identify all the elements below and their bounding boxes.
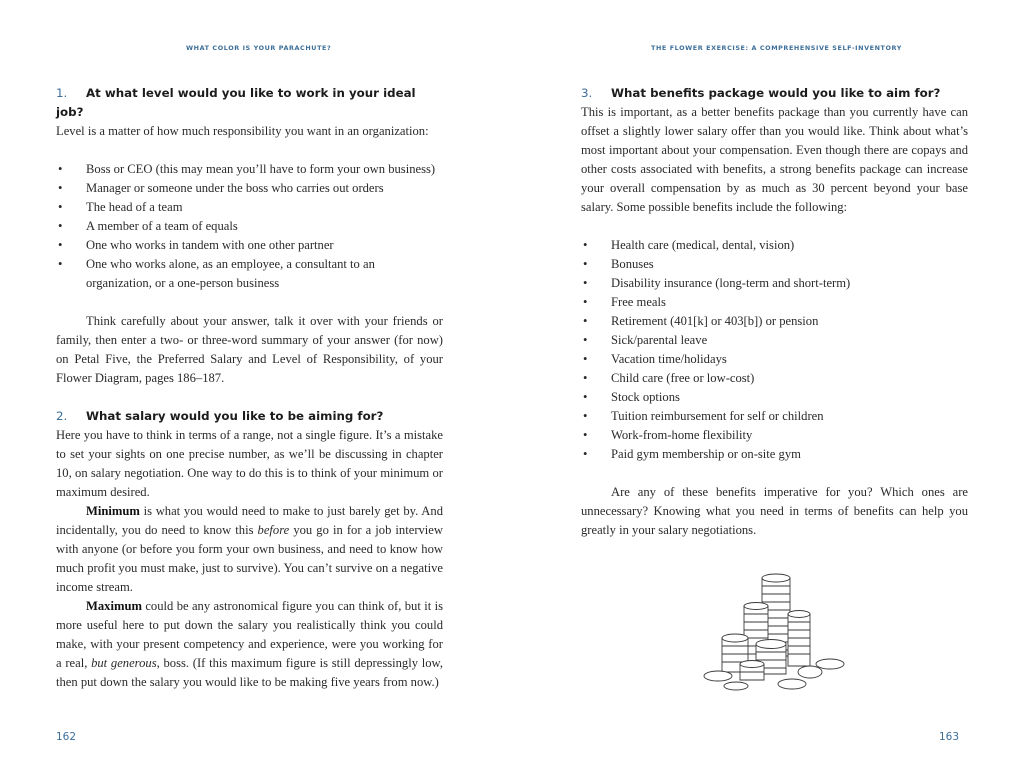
- list-item: • Sick/parental leave: [581, 331, 968, 350]
- list-item: • Manager or someone under the boss who carries out orders: [56, 179, 443, 198]
- list-item: • Bonuses: [581, 255, 968, 274]
- bullet-icon: •: [583, 428, 588, 442]
- list-item: • One who works alone, as an employee, a consultant to an organization, or a one-person business: [58, 257, 375, 290]
- bullet-icon: •: [583, 257, 588, 271]
- bullet-icon: •: [583, 447, 588, 461]
- emphasis: before: [257, 523, 290, 537]
- list-item: • Disability insurance (long-term and short-term): [581, 274, 968, 293]
- bullet-icon: •: [583, 333, 588, 347]
- list-item: • The head of a team: [56, 198, 443, 217]
- list-item: • Vacation time/holidays: [581, 350, 968, 369]
- question-3-heading: [581, 84, 968, 103]
- list-item: • Work-from-home flexibility: [581, 426, 968, 445]
- loose-coin: [798, 666, 822, 678]
- maximum-paragraph: Maximum could be any astronomical figure you can think of, but it is more useful here to put down the salary you realistically think you could make, with your present competency and experience, were you working for a real, but generous, boss. (If this maximum figure is still depressingly low, then put down the salary you would like to be making five years from now.): [56, 599, 443, 689]
- bullet-icon: •: [58, 162, 63, 176]
- right-page-body: [581, 84, 968, 540]
- question-3-intro: This is important, as a better benefits package than you currently have can offset a slightly lower salary offer than you would like. Think about what’s most important about your compensation. Even though there are copays and other costs associated with benefits, a strong benefits package can increase your overall compensation by as much as 30 percent beyond your base salary. Some possible benefits include the following:: [581, 105, 968, 214]
- question-2-intro: Here you have to think in terms of a range, not a single figure. It’s a mistake to set your sights on one precise number, as we’ll be discussing in chapter 10, on salary negotiation. One way to do this is to think of your minimum or maximum desired.: [56, 428, 443, 499]
- question-1-followup: Think carefully about your answer, talk it over with your friends or family, then enter a two- or three-word summary of your answer (for now) on Petal Five, the Preferred Salary and Level of Responsibility, of your Flower Diagram, pages 186–187.: [56, 314, 443, 385]
- list-item: • Free meals: [581, 293, 968, 312]
- bullet-icon: •: [583, 409, 588, 423]
- list-item: • Retirement (401[k] or 403[b]) or pension: [581, 312, 968, 331]
- benefits-list: [581, 236, 968, 464]
- question-number: 1.: [56, 86, 68, 100]
- question-title: What benefits package would you like to aim for?: [611, 86, 941, 100]
- left-page-body: [56, 84, 443, 692]
- loose-coin: [816, 659, 844, 669]
- bullet-icon: •: [583, 371, 588, 385]
- question-title: What salary would you like to be aiming for?: [86, 409, 384, 423]
- list-item: • Tuition reimbursement for self or children: [581, 407, 968, 426]
- bullet-icon: •: [583, 352, 588, 366]
- running-head-right: THE FLOWER EXERCISE: A COMPREHENSIVE SELF-INVENTORY: [651, 44, 902, 52]
- coin-stack-low: [740, 661, 764, 681]
- question-number: 2.: [56, 409, 68, 423]
- maximum-term: Maximum: [86, 599, 142, 613]
- minimum-term: Minimum: [86, 504, 140, 518]
- list-item: • Stock options: [581, 388, 968, 407]
- bullet-icon: •: [583, 314, 588, 328]
- bullet-icon: •: [583, 276, 588, 290]
- page-number-right: 163: [939, 731, 960, 743]
- right-page: [512, 0, 1024, 768]
- coin-stacks-icon: [700, 566, 850, 691]
- list-item: • A member of a team of equals: [56, 217, 443, 236]
- list-item: • Child care (free or low-cost): [581, 369, 968, 388]
- bullet-icon: •: [583, 390, 588, 404]
- question-3-followup: Are any of these benefits imperative for you? Which ones are unnecessary? Knowing what you need in terms of benefits can help you greatly in your salary negotiations.: [581, 485, 968, 537]
- list-item: • Paid gym membership or on-site gym: [581, 445, 968, 464]
- list-item: • Boss or CEO (this may mean you’ll have to form your own business): [56, 160, 443, 179]
- question-number: 3.: [581, 86, 593, 100]
- page-number-left: 162: [56, 731, 77, 743]
- bullet-icon: •: [583, 295, 588, 309]
- question-title: At what level would you like to work in your ideal job?: [56, 86, 416, 119]
- running-head-left: WHAT COLOR IS YOUR PARACHUTE?: [186, 44, 332, 52]
- bullet-icon: •: [58, 181, 63, 195]
- bullet-icon: •: [583, 238, 588, 252]
- bullet-icon: •: [58, 219, 63, 233]
- emphasis: but generous: [91, 656, 157, 670]
- list-item: • One who works in tandem with one other partner: [56, 236, 443, 255]
- loose-coin: [704, 671, 732, 681]
- coin-stack-right: [788, 611, 810, 667]
- list-item: • Health care (medical, dental, vision): [581, 236, 968, 255]
- bullet-icon: •: [58, 238, 63, 252]
- bullet-icon: •: [58, 257, 63, 271]
- bullet-icon: •: [58, 200, 63, 214]
- loose-coin: [724, 682, 748, 690]
- question-2-heading: [56, 407, 443, 426]
- loose-coin: [778, 679, 806, 689]
- minimum-paragraph: Minimum is what you would need to make to just barely get by. And incidentally, you do need to know this before you go in for a job interview with anyone (or before you form your own business, and need to know how much profit you must make, just to survive). You can’t survive on a negative income stream.: [56, 504, 443, 594]
- level-options-list: [56, 160, 443, 293]
- question-1-heading: [56, 84, 443, 122]
- question-1-intro: Level is a matter of how much responsibility you want in an organization:: [56, 124, 429, 138]
